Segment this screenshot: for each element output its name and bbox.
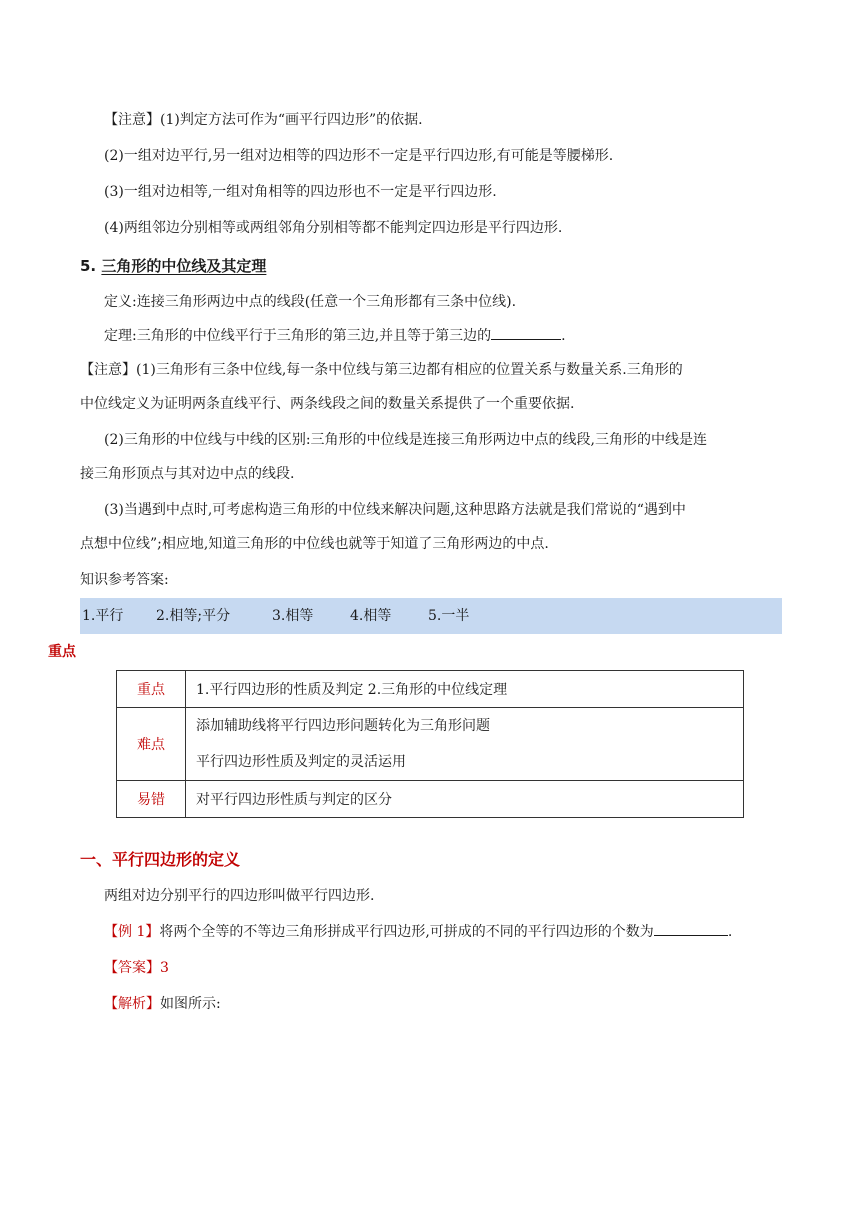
section-5-number: 5. bbox=[80, 257, 97, 275]
note-tag: 【注意】 bbox=[104, 112, 160, 128]
table-row bbox=[117, 671, 744, 708]
section-1-heading: 一、平行四边形的定义 bbox=[80, 850, 241, 869]
analysis-tag: 【解析】 bbox=[104, 996, 160, 1012]
row-label: 易错 bbox=[117, 781, 186, 818]
row-content bbox=[186, 708, 744, 781]
table-row bbox=[117, 708, 744, 781]
note-line-2: (2)一组对边平行,另一组对边相等的四边形不一定是平行四边形,有可能是等腰梯形. bbox=[104, 148, 614, 164]
section-1-definition: 两组对边分别平行的四边形叫做平行四边形. bbox=[104, 888, 375, 904]
answers-heading: 知识参考答案: bbox=[80, 572, 169, 588]
theorem-end: . bbox=[561, 328, 566, 344]
row-content bbox=[186, 671, 744, 708]
key-points-heading: 重点 bbox=[48, 644, 76, 660]
answer-blank[interactable] bbox=[491, 326, 561, 340]
section-5-note-3a: (3)当遇到中点时,可考虑构造三角形的中位线来解决问题,这种思路方法就是我们常说的“遇到中 bbox=[104, 502, 686, 518]
section-5-heading bbox=[80, 256, 266, 276]
note-text: (1)三角形有三条中位线,每一条中位线与第三边都有相应的位置关系与数量关系.三角形的 bbox=[136, 362, 683, 378]
table-row bbox=[117, 781, 744, 818]
note-tag: 【注意】 bbox=[80, 362, 136, 378]
answer-blank[interactable] bbox=[654, 922, 728, 936]
note-line-1 bbox=[104, 110, 423, 130]
answer-1: 1.平行 bbox=[82, 608, 124, 624]
example-tag: 【例 1】 bbox=[104, 924, 160, 940]
answer-line bbox=[104, 958, 169, 978]
answer-4: 4.相等 bbox=[350, 608, 392, 624]
key-points-table bbox=[116, 670, 744, 818]
section-5-title: 三角形的中位线及其定理 bbox=[101, 257, 267, 275]
analysis-text: 如图所示: bbox=[160, 996, 221, 1012]
row-line: 添加辅助线将平行四边形问题转化为三角形问题 bbox=[196, 718, 490, 734]
answer-5: 5.一半 bbox=[428, 608, 470, 624]
row-label: 难点 bbox=[117, 708, 186, 781]
section-5-note-2a: (2)三角形的中位线与中线的区别:三角形的中位线是连接三角形两边中点的线段,三角形的中线是连 bbox=[104, 432, 707, 448]
theorem-text: 定理:三角形的中位线平行于三角形的第三边,并且等于第三边的 bbox=[104, 328, 492, 344]
analysis-line bbox=[104, 994, 221, 1014]
note-line-4: (4)两组邻边分别相等或两组邻角分别相等都不能判定四边形是平行四边形. bbox=[104, 220, 563, 236]
row-line: 平行四边形性质及判定的灵活运用 bbox=[196, 754, 406, 770]
section-5-note-2b: 接三角形顶点与其对边中点的线段. bbox=[80, 466, 295, 482]
section-5-note-3b: 点想中位线”;相应地,知道三角形的中位线也就等于知道了三角形两边的中点. bbox=[80, 536, 549, 552]
section-5-theorem bbox=[104, 326, 566, 346]
row-line: 1.平行四边形的性质及判定 2.三角形的中位线定理 bbox=[196, 682, 508, 698]
example-text: 将两个全等的不等边三角形拼成平行四边形,可拼成的不同的平行四边形的个数为 bbox=[159, 924, 654, 940]
example-1 bbox=[104, 922, 732, 942]
row-label: 重点 bbox=[117, 671, 186, 708]
answer-tag: 【答案】 bbox=[104, 960, 160, 976]
example-end: . bbox=[727, 924, 733, 940]
answer-3: 3.相等 bbox=[272, 608, 314, 624]
answers-bar bbox=[80, 598, 782, 634]
answer-value: 3 bbox=[160, 960, 169, 976]
row-line: 对平行四边形性质与判定的区分 bbox=[196, 792, 392, 808]
row-content bbox=[186, 781, 744, 818]
note-line-3: (3)一组对边相等,一组对角相等的四边形也不一定是平行四边形. bbox=[104, 184, 497, 200]
section-5-definition: 定义:连接三角形两边中点的线段(任意一个三角形都有三条中位线). bbox=[104, 294, 517, 310]
answer-2: 2.相等;平分 bbox=[156, 608, 231, 624]
section-5-note-1b: 中位线定义为证明两条直线平行、两条线段之间的数量关系提供了一个重要依据. bbox=[80, 396, 575, 412]
section-5-note-1a bbox=[80, 360, 683, 380]
note-text: (1)判定方法可作为“画平行四边形”的依据. bbox=[160, 112, 423, 128]
